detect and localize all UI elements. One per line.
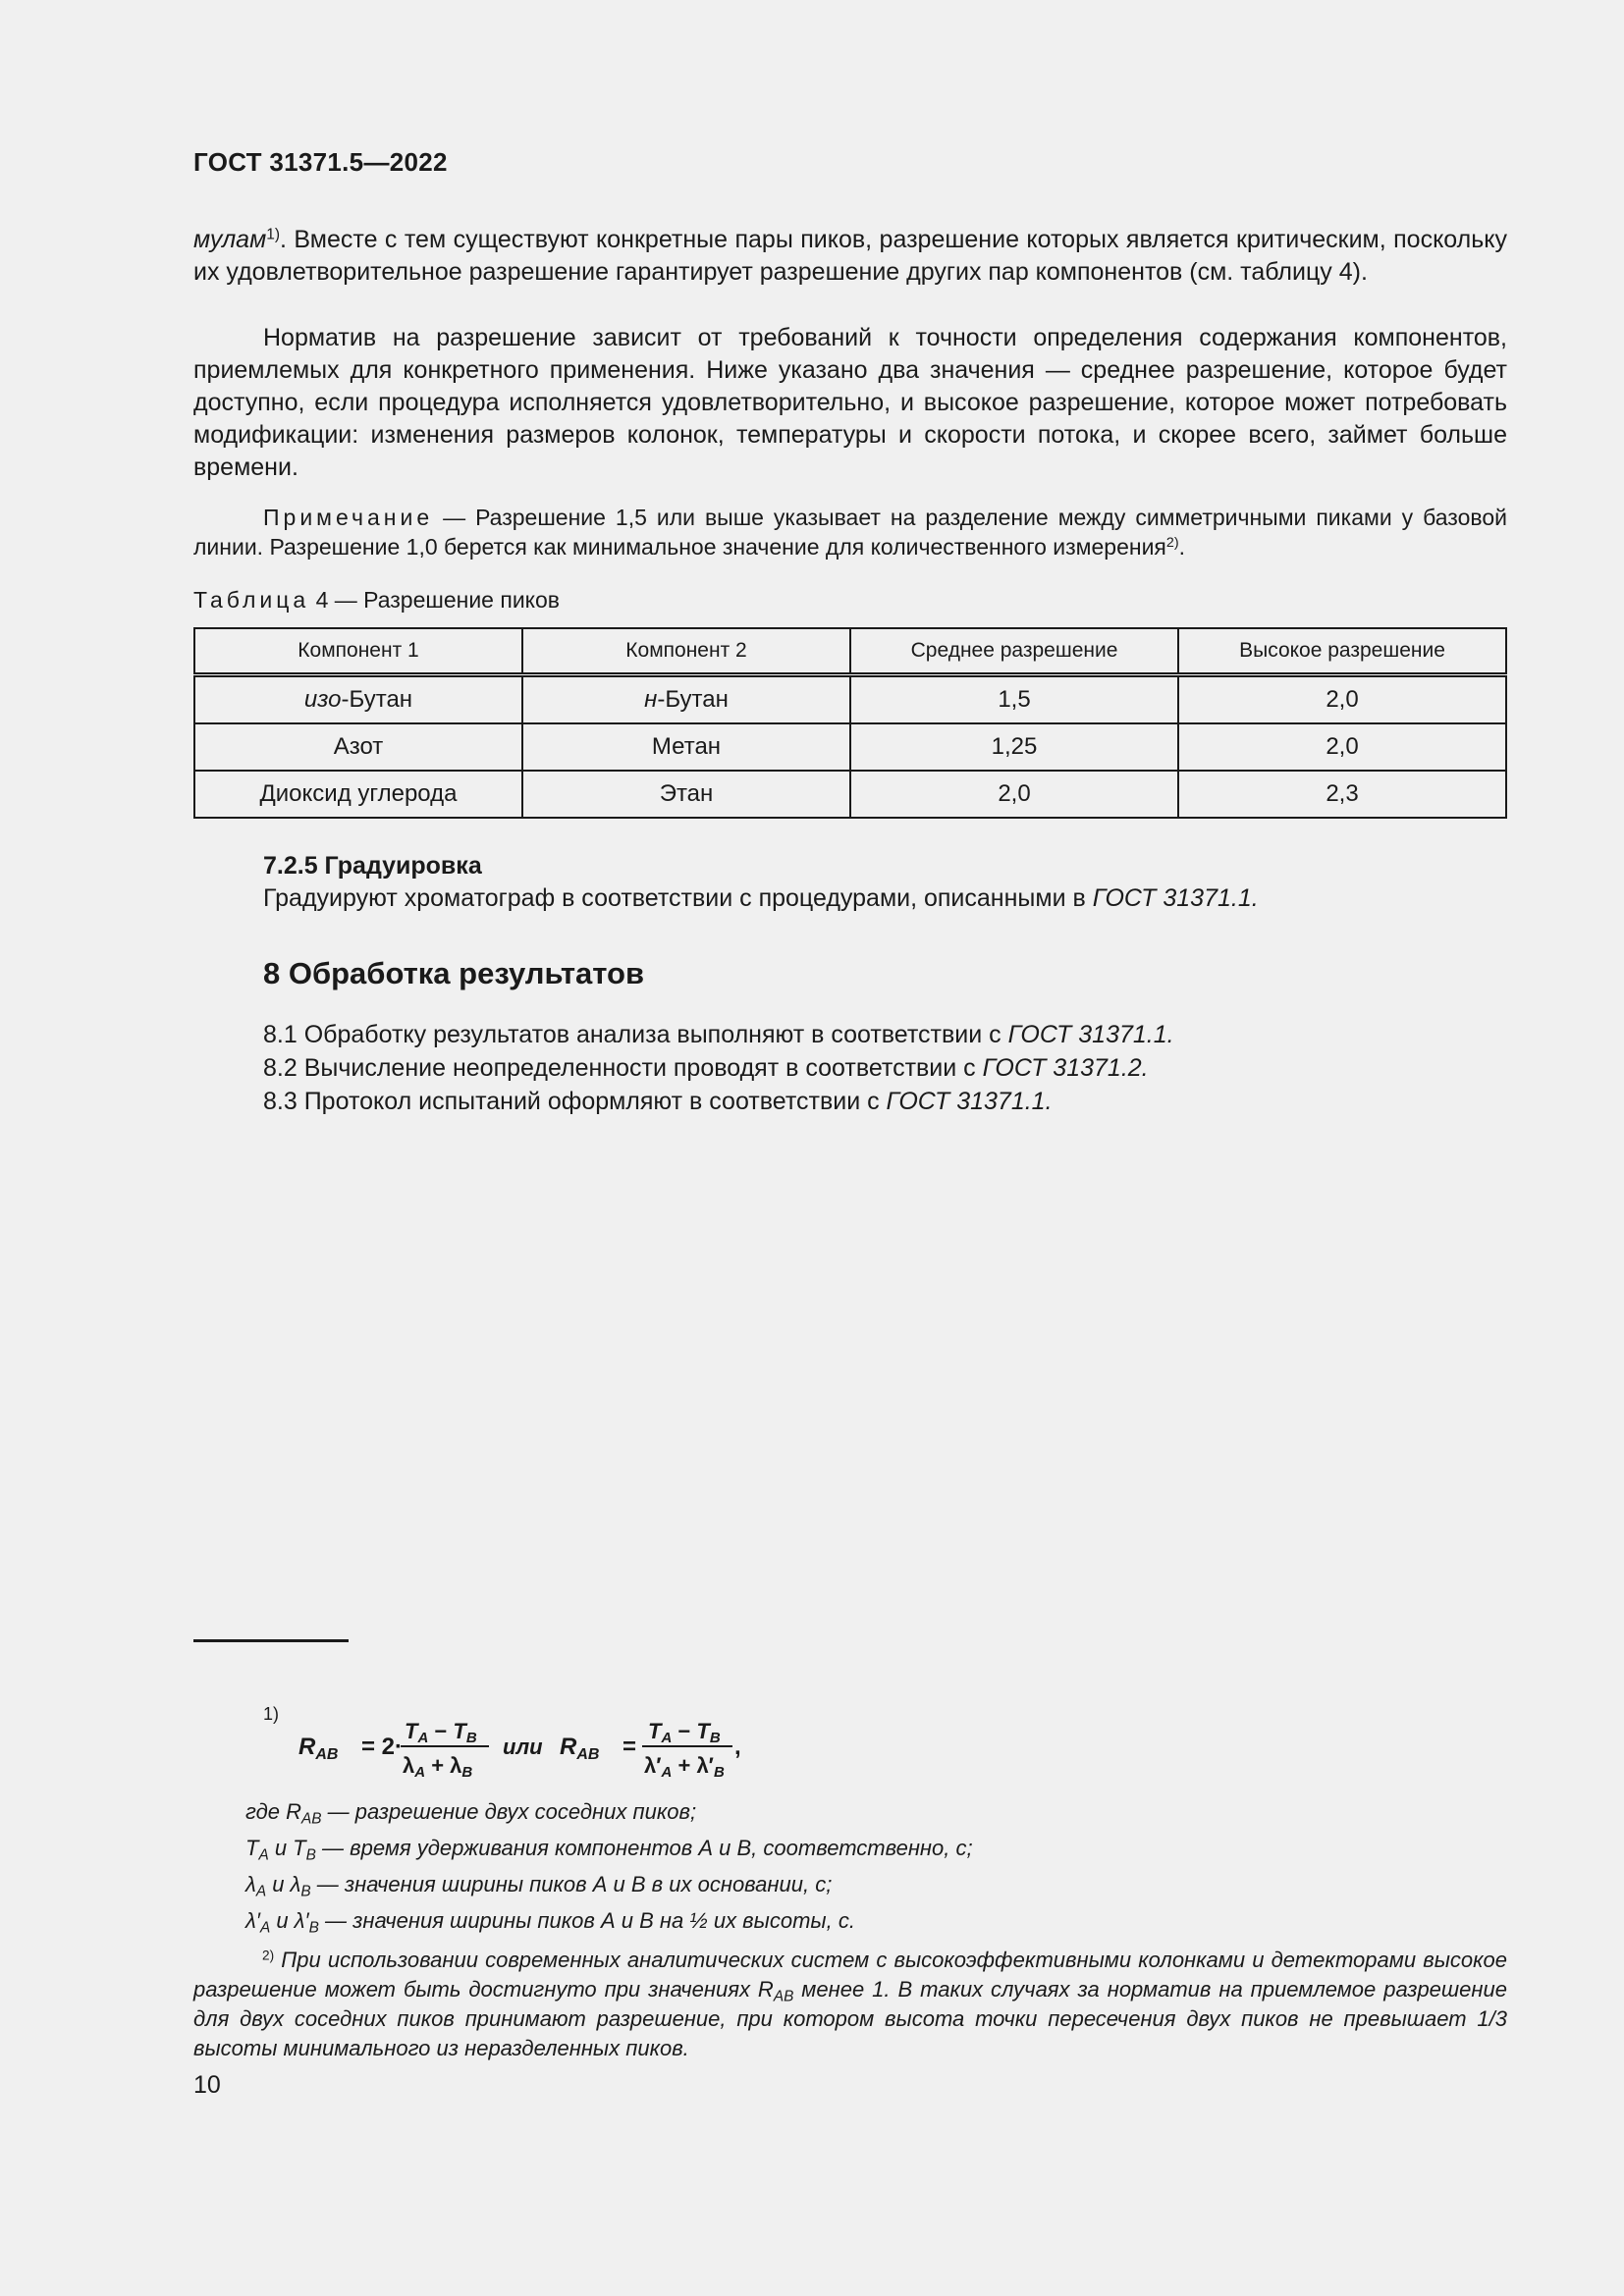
cell-high: 2,0	[1178, 723, 1506, 771]
formula-lhs-2: R	[560, 1734, 577, 1760]
standard-reference: ГОСТ 31371.1.	[1092, 884, 1259, 912]
def-symbol: λ	[245, 1872, 256, 1896]
standard-reference: ГОСТ 31371.1.	[1007, 1021, 1174, 1048]
cell-component-2	[522, 675, 850, 724]
cell-text: Азот	[333, 733, 384, 760]
cell-italic: н	[644, 686, 658, 713]
formula-num-b: T	[453, 1719, 466, 1743]
def-text: — значения ширины пиков А и В на ½ их высоты, с.	[318, 1908, 855, 1933]
svg-text:RAB	[298, 1734, 338, 1763]
svg-text:TA − TB	[648, 1719, 721, 1746]
cell-text: Этан	[659, 780, 714, 807]
formula2-num-a: T	[648, 1719, 662, 1743]
def-sub: A	[258, 1846, 269, 1864]
formula-num-sub-b: B	[465, 1730, 477, 1746]
header-high-resolution: Высокое разрешение	[1178, 628, 1506, 675]
def-symbol: где R	[245, 1799, 301, 1824]
header-component-2: Компонент 2	[522, 628, 850, 675]
page-header: ГОСТ 31371.5—2022	[193, 147, 448, 177]
footnote-2-text: При использовании современных аналитических систем с высокоэффективными колонками и детекторами высокое разрешение может быть достигнуто при значениях R	[193, 1948, 1507, 2002]
table-row	[194, 771, 1506, 818]
para2-text: Норматив на разрешение зависит от требований к точности определения содержания компонентов, приемлемых для конкретного применения. Ниже указано два значения — среднее разрешение, которое будет доступно, если процедура исполняется удовлетворительно, и высокое разрешение, которое может потребовать модификации: изменения размеров колонок, температуры и скорости потока, и скорее всего, займет больше времени.	[193, 324, 1507, 481]
cell-high: 2,3	[1178, 771, 1506, 818]
list-item	[263, 1085, 1174, 1118]
formula2-num-sub-a: A	[661, 1730, 673, 1746]
footnote-1-mark: 1)	[263, 1704, 280, 1724]
formula2-den-sub-b: B	[713, 1764, 725, 1781]
cell-component-1	[194, 771, 522, 818]
definition-line	[245, 1866, 973, 1902]
svg-text:=: =	[623, 1734, 637, 1760]
formula-lhs: R	[298, 1734, 316, 1760]
para1-lead: мулам	[193, 226, 267, 253]
section-8-heading: 8 Обработка результатов	[263, 956, 645, 990]
def-symbol-b: и λ′	[270, 1908, 309, 1933]
paragraph-2	[193, 322, 1507, 484]
formula-plus: +	[425, 1753, 451, 1778]
definition-line	[245, 1830, 973, 1866]
section-7-2-5-text	[263, 884, 1259, 913]
footnote-1-definitions	[245, 1793, 973, 1939]
header-component-1: Компонент 1	[194, 628, 522, 675]
item-number: 8.3	[263, 1088, 298, 1115]
formula-den-sub-b: B	[461, 1764, 473, 1781]
formula2-den-b: λ′	[696, 1753, 714, 1778]
footnote-2-sub: AB	[773, 1988, 794, 2005]
cell-italic: изо	[303, 686, 342, 713]
def-symbol: T	[245, 1836, 259, 1860]
para1-text: . Вместе с тем существуют конкретные пары пиков, разрешение которых является критическим, поскольку их удовлетворительное разрешение гарантирует разрешение других пар компонентов (см. таблицу 4).	[193, 226, 1507, 286]
def-text: — разрешение двух соседних пиков;	[321, 1799, 697, 1824]
def-symbol-b: и T	[268, 1836, 306, 1860]
formula-comma: ,	[734, 1734, 741, 1760]
footnote-ref-1[interactable]: 1)	[266, 226, 281, 243]
list-item	[263, 1018, 1174, 1051]
formula-den-b: λ	[450, 1753, 462, 1778]
cell-medium: 1,5	[850, 675, 1178, 724]
footnote-separator	[193, 1639, 349, 1642]
definition-line	[245, 1793, 973, 1830]
header-medium-resolution: Среднее разрешение	[850, 628, 1178, 675]
item-number: 8.2	[263, 1054, 298, 1082]
def-sub: AB	[301, 1810, 322, 1828]
formula-lhs-sub-2: AB	[576, 1746, 600, 1763]
def-text: — время удерживания компонентов А и В, соответственно, с;	[315, 1836, 973, 1860]
note-label: Примечание	[263, 505, 434, 530]
formula-or: или	[503, 1735, 543, 1759]
item-text: Вычисление неопределенности проводят в соответствии с	[297, 1054, 983, 1082]
formula2-num-b: T	[696, 1719, 710, 1743]
cell-medium: 1,25	[850, 723, 1178, 771]
def-sub: A	[259, 1919, 271, 1937]
table-caption-text: 4 — Разрешение пиков	[309, 587, 560, 613]
cell-high: 2,0	[1178, 675, 1506, 724]
cell-text: Диоксид углерода	[259, 780, 458, 807]
formula-num-a: T	[405, 1719, 418, 1743]
formula-den-a: λ	[403, 1753, 415, 1778]
table-row	[194, 723, 1506, 771]
resolution-table	[193, 627, 1507, 819]
item-number: 8.1	[263, 1021, 298, 1048]
definition-line	[245, 1902, 973, 1939]
list-item	[263, 1051, 1174, 1085]
svg-text:λA + λB	[403, 1753, 472, 1781]
cell-text: Метан	[651, 733, 722, 760]
formula2-minus: −	[672, 1719, 697, 1743]
formula2-den-sub-a: A	[661, 1764, 673, 1781]
cell-text: -Бутан	[657, 686, 729, 713]
svg-text:RAB	[560, 1734, 599, 1763]
footnote-ref-2[interactable]: 2)	[1165, 535, 1179, 552]
section-8-list	[263, 1018, 1174, 1118]
formula-lhs-sub: AB	[315, 1746, 339, 1763]
note-end: .	[1178, 534, 1185, 560]
def-text: — значения ширины пиков А и В в их основании, с;	[310, 1872, 833, 1896]
cell-component-2	[522, 723, 850, 771]
footnote-2-text-rest: менее 1. В таких случаях за норматив на приемлемое разрешение для двух соседних пиков принимают разрешение, при котором высота точки пересечения двух пиков не превышает 1/3 высоты минимального из неразделенных пиков.	[193, 1977, 1507, 2060]
table-header-row	[194, 628, 1506, 675]
formula-minus: −	[428, 1719, 454, 1743]
note-text: — Разрешение 1,5 или выше указывает на разделение между симметричными пиками у базовой линии. Разрешение 1,0 берется как минимальное значение для количественного измерения	[193, 505, 1507, 560]
item-text: Протокол испытаний оформляют в соответствии с	[297, 1088, 887, 1115]
cell-text: -Бутан	[341, 686, 413, 713]
def-sub-b: B	[308, 1919, 319, 1937]
def-symbol-b: и λ	[266, 1872, 301, 1896]
svg-text:λ′A + λ′B	[644, 1753, 725, 1781]
cell-component-1	[194, 723, 522, 771]
formula-den-sub-a: A	[414, 1764, 426, 1781]
formula-eq: = 2·	[361, 1734, 404, 1760]
formula2-num-sub-b: B	[709, 1730, 721, 1746]
formula-num-sub-a: A	[417, 1730, 429, 1746]
paragraph-1	[193, 224, 1507, 289]
cell-component-2	[522, 771, 850, 818]
formula2-plus: +	[672, 1753, 697, 1778]
cell-component-1	[194, 675, 522, 724]
svg-text:TA − TB	[405, 1719, 477, 1746]
page-number: 10	[193, 2071, 221, 2099]
standard-reference: ГОСТ 31371.2.	[982, 1054, 1149, 1082]
footnote-2	[193, 1946, 1507, 2063]
cell-medium: 2,0	[850, 771, 1178, 818]
standard-reference: ГОСТ 31371.1.	[886, 1088, 1053, 1115]
table-row	[194, 675, 1506, 724]
item-text: Обработку результатов анализа выполняют в соответствии с	[297, 1021, 1008, 1048]
note	[193, 503, 1507, 561]
def-sub-b: B	[305, 1846, 316, 1864]
def-symbol: λ′	[245, 1908, 260, 1933]
footnote-2-mark: 2)	[262, 1948, 275, 1963]
section-7-2-5-body: Градуируют хроматограф в соответствии с процедурами, описанными в	[263, 884, 1093, 912]
def-sub-b: B	[300, 1883, 311, 1900]
formula2-den-a: λ′	[644, 1753, 662, 1778]
table-caption	[193, 587, 560, 614]
section-7-2-5-heading: 7.2.5 Градуировка	[263, 852, 482, 880]
resolution-formula	[295, 1708, 746, 1785]
table-caption-label: Таблица	[193, 587, 310, 613]
def-sub: A	[255, 1883, 267, 1900]
